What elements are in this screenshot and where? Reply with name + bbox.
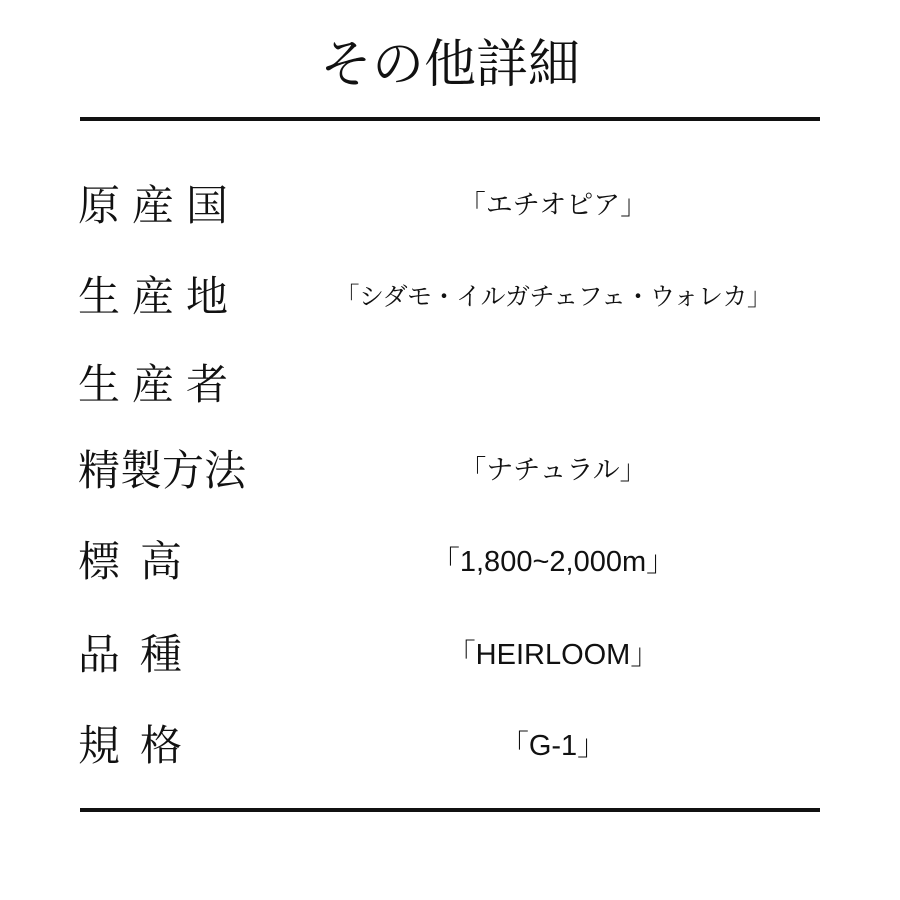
spec-label: 標高 — [78, 537, 203, 586]
spec-row-producer — [0, 355, 900, 415]
top-divider — [80, 117, 820, 121]
spec-row-origin-country — [0, 176, 900, 236]
spec-label: 生産者 — [78, 360, 241, 409]
spec-label: 原産国 — [78, 181, 241, 230]
page-title: その他詳細 — [319, 35, 580, 95]
spec-value — [286, 355, 820, 415]
spec-label: 規格 — [78, 721, 203, 770]
spec-label: 精製方法 — [78, 446, 247, 495]
spec-value: 「ナチュラル」 — [459, 455, 647, 486]
spec-row-production-area — [0, 267, 900, 327]
spec-value: 「HEIRLOOM」 — [446, 639, 660, 671]
spec-value: 「エチオピア」 — [458, 190, 648, 221]
spec-row-altitude — [0, 532, 900, 592]
spec-value: 「1,800~2,000m」 — [430, 546, 676, 578]
spec-value: 「シダモ・イルガチェフェ・ウォレカ」 — [334, 282, 772, 311]
spec-row-processing-method — [0, 441, 900, 501]
spec-label: 品種 — [78, 630, 203, 679]
spec-label: 生産地 — [78, 272, 241, 321]
bottom-divider — [80, 808, 820, 812]
spec-value: 「G-1」 — [499, 730, 607, 762]
spec-row-variety — [0, 625, 900, 685]
spec-row-grade — [0, 716, 900, 776]
